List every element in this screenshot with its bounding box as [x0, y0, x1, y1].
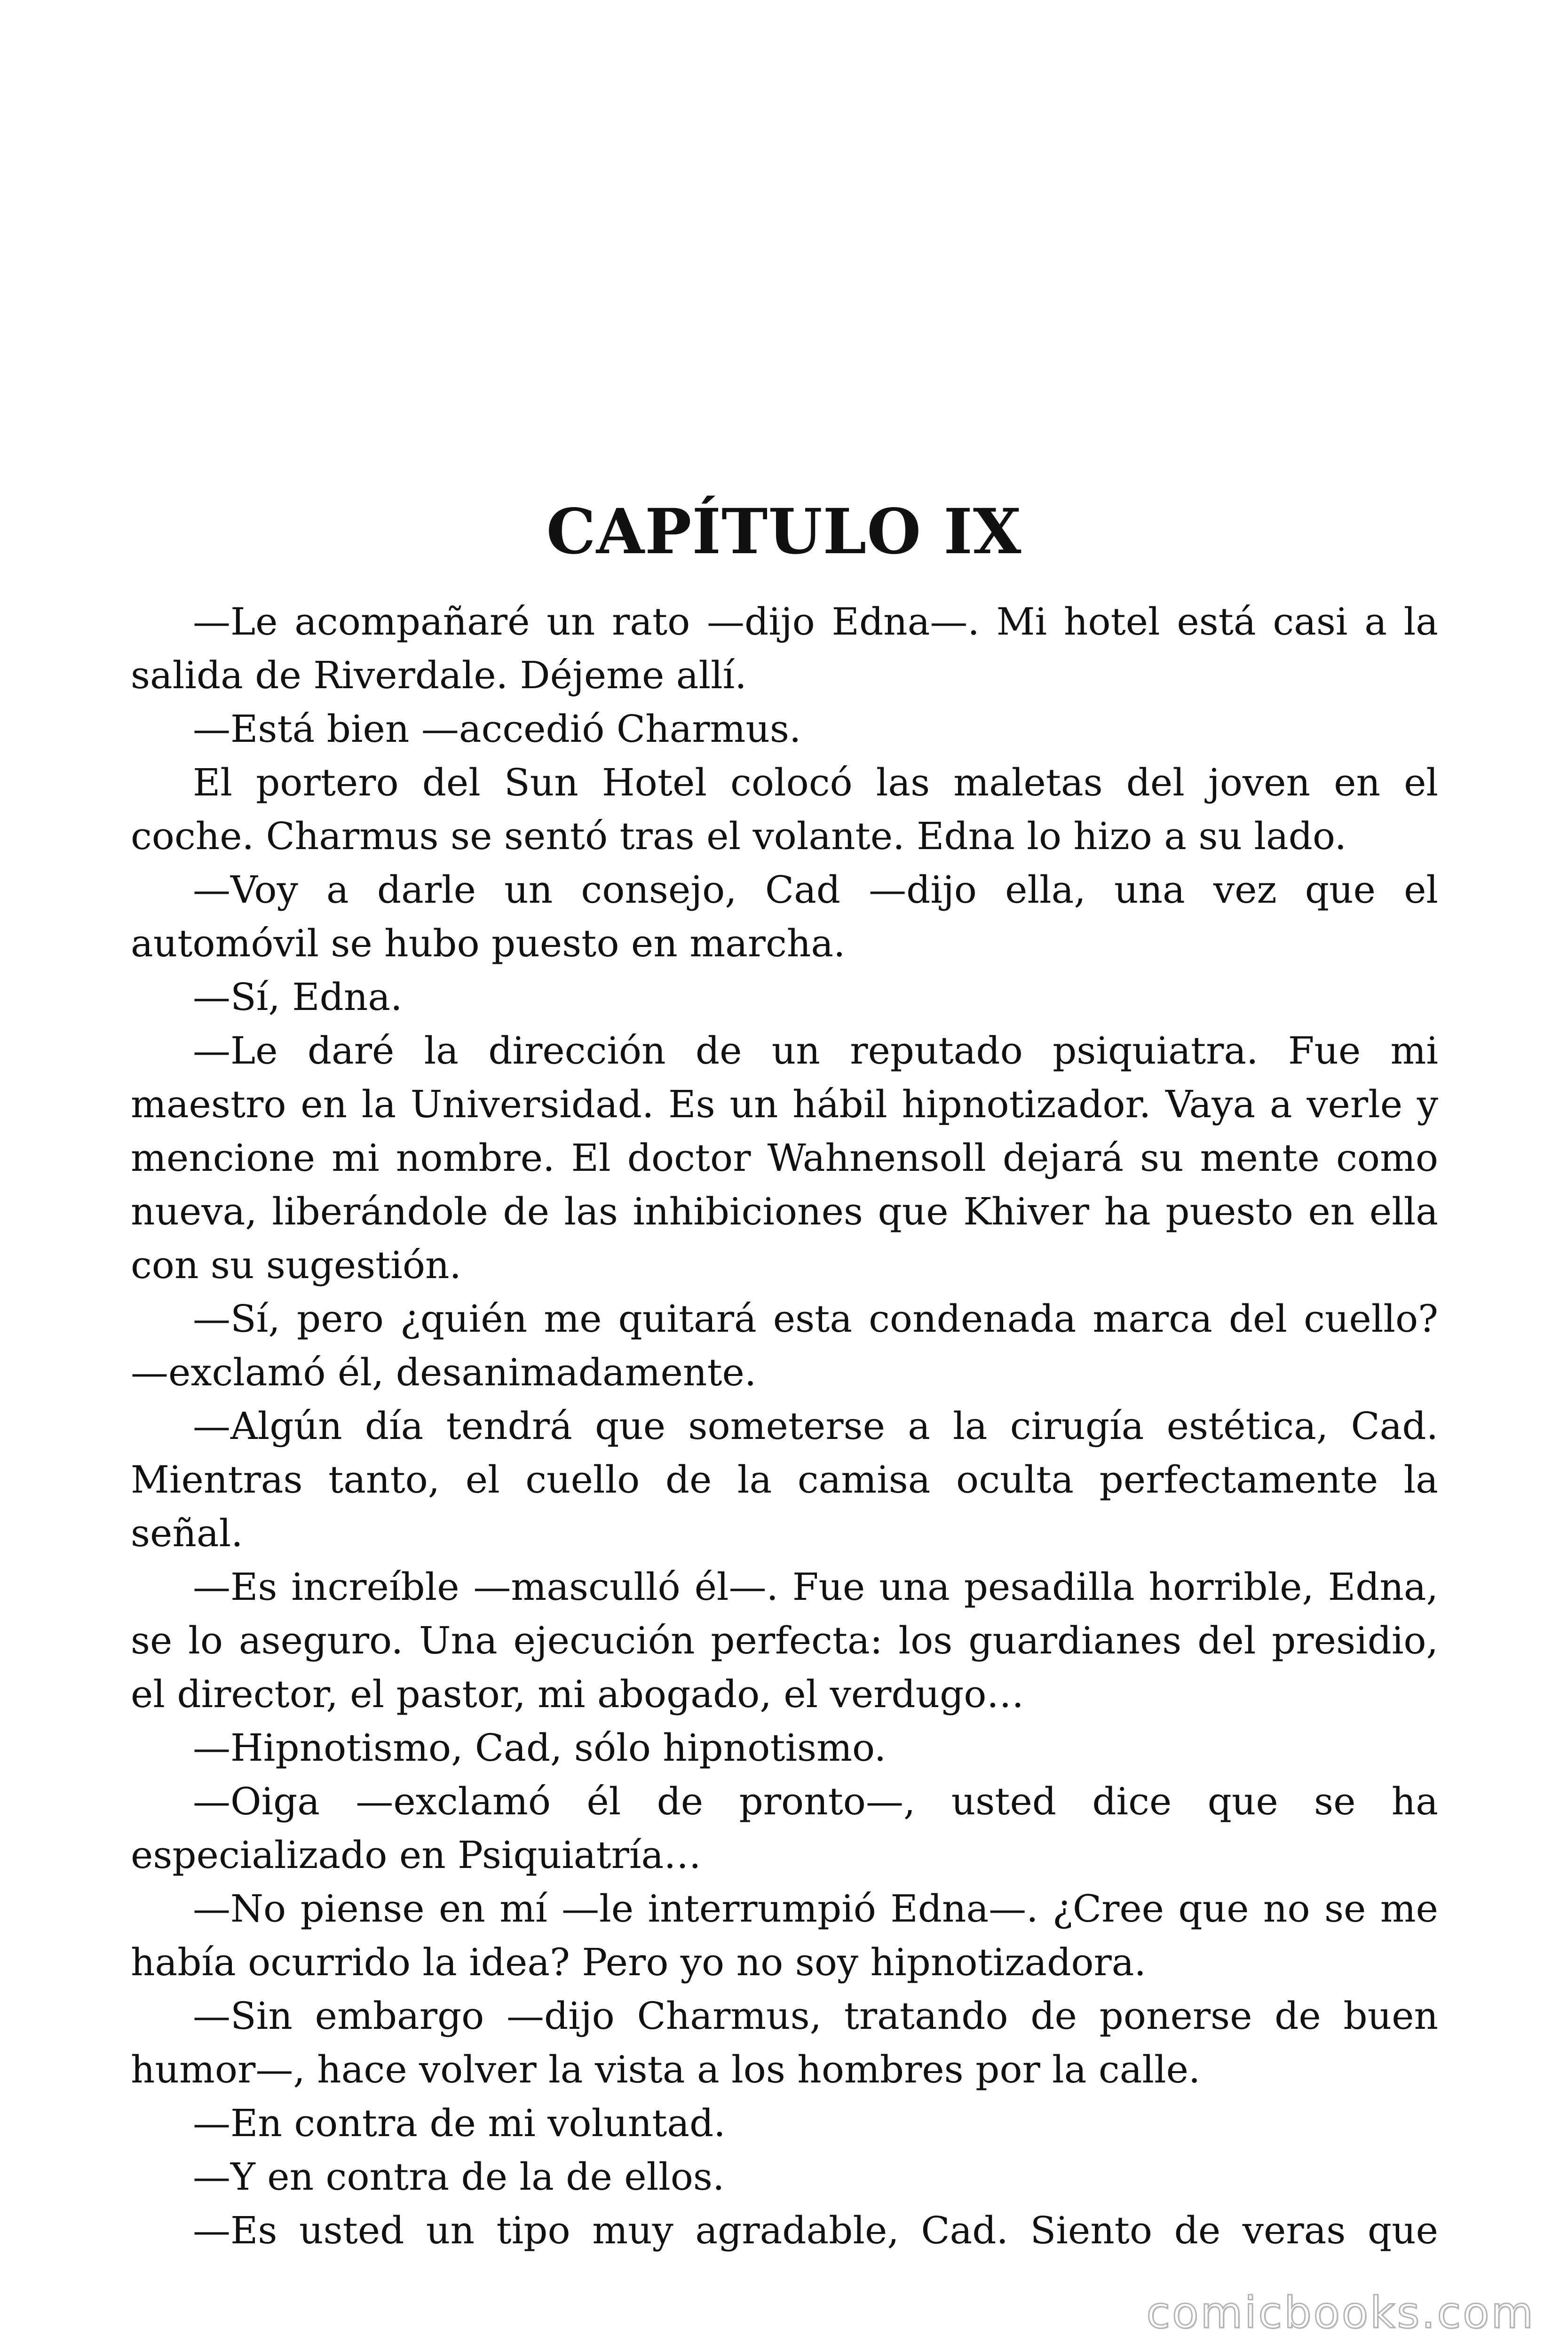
paragraph: —En contra de mi voluntad.: [193, 2101, 726, 2145]
paragraph: —Sí, pero ¿quién me quitará esta condenada marca del cuello? —exclamó él, desanimadamente.: [131, 1297, 1438, 1394]
paragraph: —Es increíble —masculló él—. Fue una pesadilla horrible, Edna, se lo aseguro. Una ejecución perfecta: los guardianes del presidio, el director, el pastor, mi abogado, el verdugo…: [131, 1565, 1438, 1716]
paragraph: —Sin embargo —dijo Charmus, tratando de ponerse de buen humor—, hace volver la vista a los hombres por la calle.: [131, 1994, 1438, 2091]
chapter-title: CAPÍTULO IX: [546, 495, 1022, 569]
paragraph: —Sí, Edna.: [193, 975, 403, 1019]
paragraph: —Voy a darle un consejo, Cad —dijo ella, una vez que el automóvil se hubo puesto en marcha.: [131, 868, 1438, 965]
paragraph: —Le daré la dirección de un reputado psiquiatra. Fue mi maestro en la Universidad. Es un hábil hipnotizador. Vaya a verle y mencione mi nombre. El doctor Wahnensoll dejará su mente como nueva, liberándole de las inhibiciones que Khiver ha puesto en ella con su sugestión.: [131, 1029, 1438, 1287]
paragraph: —Hipnotismo, Cad, sólo hipnotismo.: [193, 1726, 887, 1770]
paragraph: —Le acompañaré un rato —dijo Edna—. Mi hotel está casi a la salida de Riverdale. Déjeme allí.: [131, 600, 1438, 697]
paragraph: —No piense en mí —le interrumpió Edna—. ¿Cree que no se me había ocurrido la idea? Pero yo no soy hipnotizadora.: [131, 1887, 1438, 1984]
paragraph-continued: —Es usted un tipo muy agradable, Cad. Siento de veras que: [193, 2209, 1438, 2252]
paragraph: —Oiga —exclamó él de pronto—, usted dice que se ha especializado en Psiquiatría…: [131, 1780, 1438, 1877]
paragraph: —Y en contra de la de ellos.: [193, 2155, 725, 2199]
watermark-logo: comicbooks.com: [1146, 2288, 1535, 2338]
paragraph: El portero del Sun Hotel colocó las maletas del joven en el coche. Charmus se sentó tras el volante. Edna lo hizo a su lado.: [131, 761, 1438, 858]
paragraph: —Está bien —accedió Charmus.: [193, 707, 801, 751]
paragraph: —Algún día tendrá que someterse a la cirugía estética, Cad. Mientras tanto, el cuello de la camisa oculta perfectamente la señal.: [131, 1404, 1438, 1555]
chapter-body: [131, 595, 1438, 2257]
